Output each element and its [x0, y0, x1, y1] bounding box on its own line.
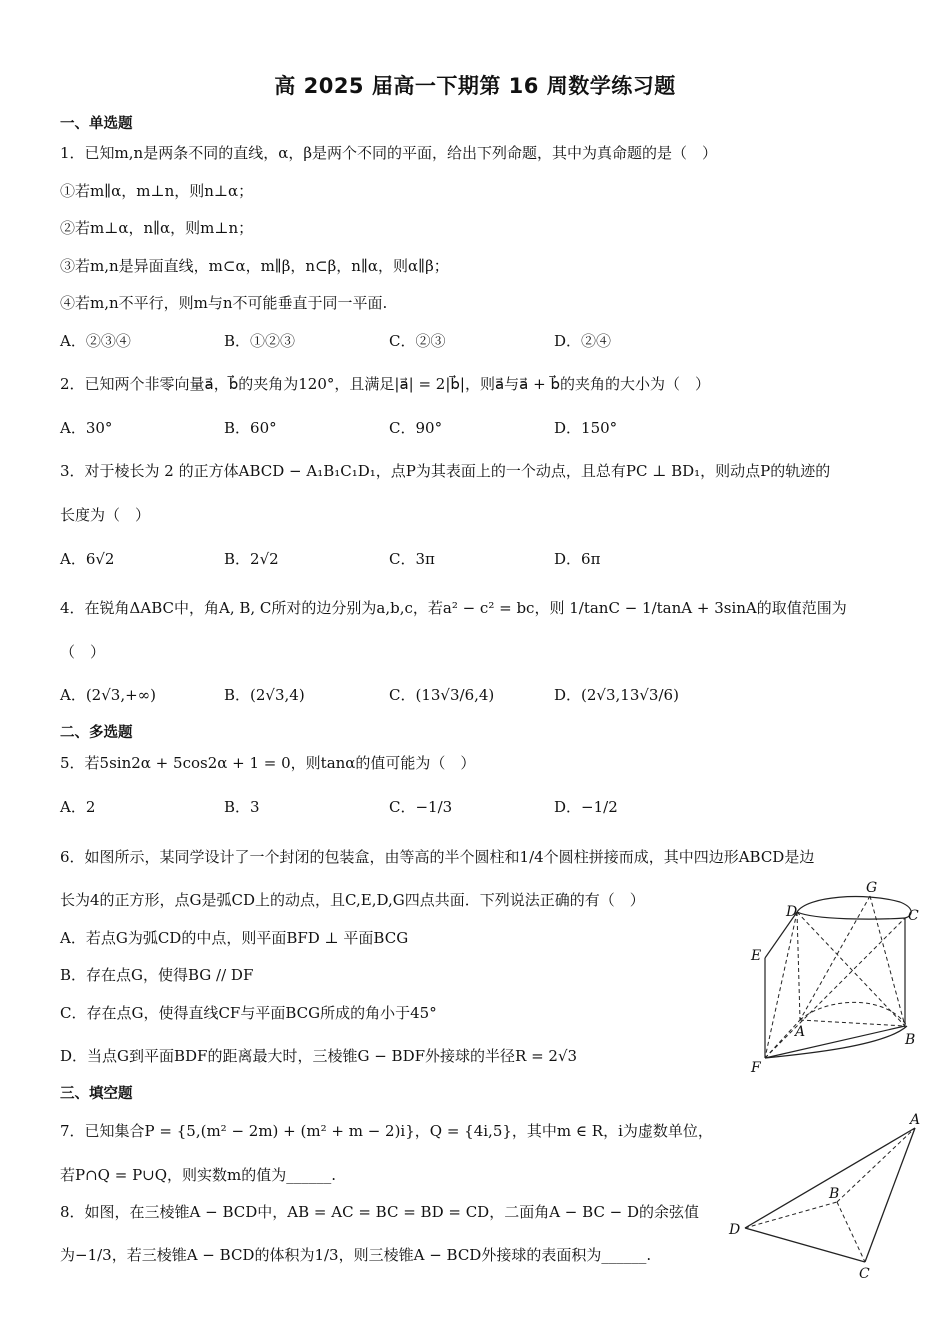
q5-option-b: B．3 [224, 798, 260, 816]
q5-option-c: C．−1/3 [389, 798, 453, 816]
q3-stem-line2: 长度为（ ） [60, 506, 151, 524]
q2-stem: 2．已知两个非零向量a⃗，b⃗的夹角为120°，且满足|a⃗| = 2|b⃗|，则a⃗与a⃗ + b⃗的夹角的大小为（ ） [60, 375, 710, 393]
q7-stem-line2: 若P∩Q = P∪Q，则实数m的值为______. [60, 1166, 337, 1184]
q8-stem-line1: 8．如图，在三棱锥A − BCD中，AB = AC = BC = BD = CD，二面角A − BC − D的余弦值 [60, 1203, 700, 1221]
q5-option-a: A．2 [60, 798, 96, 816]
q8-tetrahedron-figure [725, 1108, 935, 1280]
q1-option-d: D．②④ [554, 332, 612, 350]
q6-label-c: C [908, 908, 919, 924]
section-single-choice: 一、单选题 [60, 116, 133, 132]
q4-stem-line2: （ ） [60, 643, 106, 661]
q8-label-b: B [829, 1186, 840, 1202]
q2-option-d: D．150° [554, 419, 618, 437]
section-multiple-choice: 二、多选题 [60, 725, 133, 741]
q6-option-d: D．当点G到平面BDF的距离最大时，三棱锥G − BDF外接球的半径R = 2√3 [60, 1047, 578, 1065]
q6-figure-solid-edges [765, 897, 911, 1058]
q4-option-a: A．(2√3,+∞) [60, 686, 157, 704]
q6-label-g: G [866, 880, 878, 896]
q8-label-c: C [859, 1266, 870, 1280]
q6-stem-line2: 长为4的正方形，点G是弧CD上的动点，且C,E,D,G四点共面．下列说法正确的有（ ） [60, 891, 645, 909]
q3-option-c: C．3π [389, 550, 435, 568]
q1-prop-4: ④若m,n不平行，则m与n不可能垂直于同一平面. [60, 294, 388, 312]
q6-figure-hidden-edges [765, 896, 907, 1058]
q1-option-c: C．②③ [389, 332, 446, 350]
q8-label-a: A [910, 1112, 921, 1128]
q5-stem: 5．若5sin2α + 5cos2α + 1 = 0，则tanα的值可能为（ ） [60, 754, 476, 772]
q6-stem-line1: 6．如图所示，某同学设计了一个封闭的包装盒，由等高的半个圆柱和1/4个圆柱拼接而成，其中四边形ABCD是边 [60, 848, 815, 866]
q1-prop-3: ③若m,n是异面直线，m⊂α，m∥β，n⊂β，n∥α，则α∥β； [60, 257, 449, 275]
q4-stem-line1: 4．在锐角ΔABC中，角A, B, C所对的边分别为a,b,c，若a² − c² = bc，则 1/tanC − 1/tanA + 3sinA的取值范围为 [60, 599, 847, 617]
q6-label-f: F [751, 1060, 761, 1076]
q4-option-d: D．(2√3,13√3/6) [554, 686, 679, 704]
q1-option-b: B．①②③ [224, 332, 296, 350]
q6-label-e: E [751, 948, 762, 964]
q3-option-d: D．6π [554, 550, 601, 568]
q6-option-c: C．存在点G，使得直线CF与平面BCG所成的角小于45° [60, 1004, 437, 1022]
q6-label-d: D [786, 904, 798, 920]
q5-option-d: D．−1/2 [554, 798, 618, 816]
q1-option-a: A．②③④ [60, 332, 131, 350]
q1-prop-2: ②若m⊥α，n∥α，则m⊥n； [60, 219, 254, 237]
q7-stem-line1: 7．已知集合P = {5,(m² − 2m) + (m² + m − 2)i}，Q = {4i,5}，其中m ∈ R，i为虚数单位， [60, 1122, 713, 1140]
q2-option-a: A．30° [60, 419, 113, 437]
q4-option-b: B．(2√3,4) [224, 686, 305, 704]
q3-option-b: B．2√2 [224, 550, 279, 568]
q2-option-b: B．60° [224, 419, 277, 437]
q6-label-a: A [795, 1024, 806, 1040]
q6-packaging-box-figure [745, 878, 935, 1078]
q2-option-c: C．90° [389, 419, 443, 437]
section-fill-in: 三、填空题 [60, 1086, 133, 1102]
q1-prop-1: ①若m∥α，m⊥n，则n⊥α； [60, 182, 254, 200]
q8-label-d: D [729, 1222, 741, 1238]
q6-label-b: B [905, 1032, 916, 1048]
page-title: 高 2025 届高一下期第 16 周数学练习题 [274, 74, 676, 98]
q4-option-c: C．(13√3/6,4) [389, 686, 495, 704]
q6-option-b: B．存在点G，使得BG // DF [60, 966, 254, 984]
q6-option-a: A．若点G为弧CD的中点，则平面BFD ⊥ 平面BCG [60, 929, 409, 947]
q8-stem-line2: 为−1/3，若三棱锥A − BCD的体积为1/3，则三棱锥A − BCD外接球的表面积为______. [60, 1246, 652, 1264]
q3-option-a: A．6√2 [60, 550, 115, 568]
q3-stem-line1: 3．对于棱长为 2 的正方体ABCD − A₁B₁C₁D₁，点P为其表面上的一个动点，且总有PC ⊥ BD₁，则动点P的轨迹的 [60, 462, 831, 480]
q1-stem: 1．已知m,n是两条不同的直线，α，β是两个不同的平面，给出下列命题，其中为真命题的是（ ） [60, 144, 718, 162]
